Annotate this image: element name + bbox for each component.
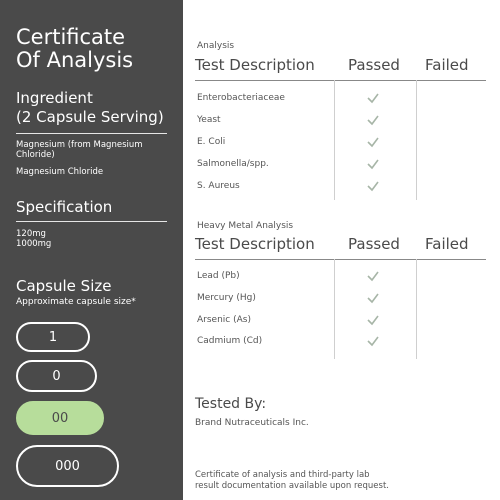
heavy-metal-col-divider-1 [334, 259, 335, 359]
ingredient-title [16, 89, 164, 127]
specification-divider [16, 221, 167, 222]
analysis-col-test: Test Description [195, 56, 315, 74]
capsule-size-title: Capsule Size [16, 277, 112, 295]
ingredient-divider [16, 133, 167, 134]
heavy-metal-row-label: Mercury (Hg) [197, 293, 256, 303]
heavy-metal-col-failed: Failed [425, 235, 469, 253]
right-panel [183, 0, 500, 500]
heavy-metal-col-divider-2 [416, 259, 417, 359]
heavy-metal-col-test: Test Description [195, 235, 315, 253]
capsule-size-1[interactable]: 1 [16, 322, 90, 352]
heavy-metal-col-passed: Passed [348, 235, 400, 253]
check-icon [366, 291, 380, 305]
footer-note [195, 470, 495, 492]
check-icon [366, 179, 380, 193]
analysis-col-passed: Passed [348, 56, 400, 74]
heavy-metal-row-label: Cadmium (Cd) [197, 336, 263, 346]
footer-line-2: result documentation available upon request. [195, 481, 389, 491]
check-icon [366, 157, 380, 171]
capsule-size-00[interactable]: 00 [16, 401, 104, 435]
check-icon [366, 113, 380, 127]
check-icon [366, 91, 380, 105]
ingredient-item-2: Magnesium Chloride [16, 167, 104, 177]
left-panel [0, 0, 183, 500]
ingredient-title-line-2: (2 Capsule Serving) [16, 108, 164, 126]
check-icon [366, 135, 380, 149]
ingredient-item-1 [16, 140, 143, 160]
ingredient-item-1-line-1: Magnesium (from Magnesium [16, 140, 143, 150]
analysis-row-label: Salmonella/spp. [197, 159, 269, 169]
specification-title: Specification [16, 198, 113, 216]
footer-line-1: Certificate of analysis and third-party lab [195, 470, 370, 480]
capsule-size-0[interactable]: 0 [16, 360, 97, 392]
analysis-row-label: Enterobacteriaceae [197, 93, 285, 103]
title-line-2: Of Analysis [16, 48, 134, 72]
check-icon [366, 334, 380, 348]
check-icon [366, 313, 380, 327]
page-title [16, 26, 133, 72]
analysis-row-label: Yeast [197, 115, 221, 125]
analysis-row-label: E. Coli [197, 137, 226, 147]
capsule-size-subtitle: Approximate capsule size* [16, 297, 136, 307]
specification-value-1: 120mg [16, 229, 46, 239]
specification-value-2: 1000mg [16, 239, 52, 249]
tested-by-title: Tested By: [195, 396, 267, 412]
analysis-col-failed: Failed [425, 56, 469, 74]
ingredient-item-1-line-2: Chloride) [16, 150, 55, 160]
check-icon [366, 269, 380, 283]
tested-by-name: Brand Nutraceuticals Inc. [195, 418, 309, 428]
analysis-row-label: S. Aureus [197, 181, 240, 191]
analysis-header-divider [195, 80, 486, 81]
capsule-size-000[interactable]: 000 [16, 445, 119, 487]
ingredient-title-line-1: Ingredient [16, 89, 93, 107]
heavy-metal-caption: Heavy Metal Analysis [197, 221, 294, 231]
analysis-col-divider-2 [416, 80, 417, 200]
heavy-metal-header-divider [195, 259, 486, 260]
analysis-col-divider-1 [334, 80, 335, 200]
analysis-caption: Analysis [197, 41, 235, 51]
title-line-1: Certificate [16, 25, 126, 49]
heavy-metal-row-label: Arsenic (As) [197, 315, 251, 325]
heavy-metal-row-label: Lead (Pb) [197, 271, 240, 281]
